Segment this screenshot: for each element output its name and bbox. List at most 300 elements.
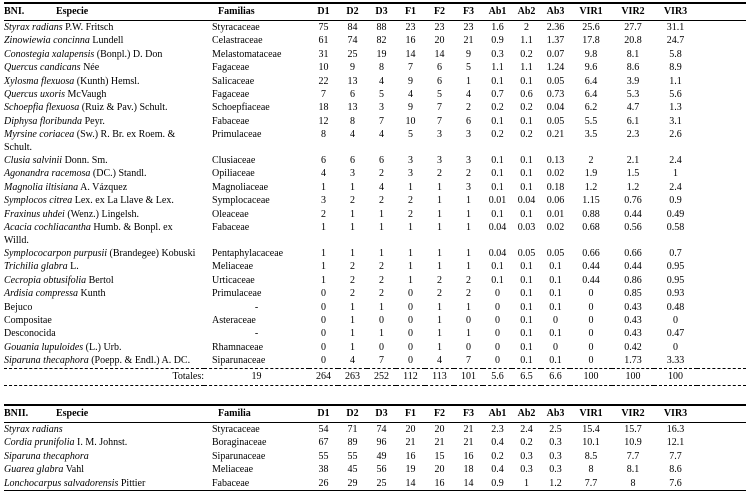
species-author: (Poepp. & Endl.) A. DC. — [91, 355, 191, 367]
family-cell: Styracaceae — [212, 423, 260, 435]
species-row — [4, 208, 746, 221]
value-cell: 1 — [408, 261, 413, 273]
family-cell: Opiliaceae — [212, 168, 255, 180]
value-cell: 6.4 — [584, 75, 598, 87]
species-cell — [4, 450, 204, 463]
spacer-cell — [697, 88, 746, 101]
value-cell: 4 — [408, 89, 413, 101]
value-cell: 3 — [408, 155, 413, 167]
value-cell: 0.2 — [491, 102, 504, 114]
value-cell: 1 — [437, 341, 442, 353]
value-cell: 0 — [588, 314, 594, 326]
totals-label: Totales: — [172, 370, 204, 382]
value-cell: 2 — [379, 168, 384, 180]
value-cell: 0.43 — [624, 301, 642, 313]
species-row — [4, 48, 746, 61]
value-cell: 4.7 — [626, 102, 640, 114]
value-cell: 2 — [437, 168, 442, 180]
species-author: Kunth — [80, 288, 106, 300]
value-cell: 0.7 — [491, 89, 504, 101]
value-cell: 3 — [408, 168, 413, 180]
value-cell: 1 — [437, 301, 442, 313]
value-cell: 0.1 — [549, 288, 562, 300]
value-cell: 2 — [379, 288, 384, 300]
value-cell: 0 — [321, 341, 326, 353]
value-cell: 0.13 — [546, 155, 565, 167]
value-cell: 9 — [408, 102, 413, 114]
species-name: Myrsine coriacea — [4, 129, 75, 141]
value-cell: 0 — [408, 341, 413, 353]
value-cell: 0 — [495, 355, 500, 367]
value-cell: 7 — [466, 355, 471, 367]
value-cell: 0.66 — [624, 247, 642, 259]
value-cell: 0.2 — [520, 437, 533, 449]
value-cell: 2.6 — [669, 129, 682, 141]
value-cell: 13 — [347, 75, 358, 87]
species-row — [4, 341, 746, 354]
value-cell: 14 — [434, 48, 445, 60]
value-cell: 0.43 — [624, 328, 642, 340]
species-name: Acacia cochliacantha — [4, 222, 91, 234]
value-cell: 0.1 — [520, 301, 533, 313]
value-cell: 25.6 — [582, 22, 600, 33]
value-cell: 1.5 — [626, 168, 640, 180]
value-cell: 2.4 — [669, 155, 682, 167]
value-cell: 1 — [321, 274, 326, 286]
species-cell — [4, 128, 204, 154]
value-cell: 1 — [350, 328, 355, 340]
total-value-cell: 100 — [583, 370, 599, 382]
value-cell: 1 — [350, 247, 355, 259]
value-cell: 0.04 — [488, 247, 507, 259]
value-cell: 15 — [434, 450, 445, 462]
family-cell: Fabaceae — [212, 477, 250, 489]
value-cell: 2 — [379, 261, 384, 273]
value-cell: 2 — [466, 274, 471, 286]
species-row — [4, 128, 746, 154]
species-cell — [4, 287, 204, 300]
value-cell: 0.2 — [520, 48, 533, 60]
value-cell: 3 — [466, 155, 471, 167]
value-cell: 8.1 — [626, 48, 640, 60]
species-cell — [4, 75, 204, 88]
total-value-cell: 100 — [668, 370, 683, 382]
spacer-cell — [697, 405, 746, 423]
value-cell: 45 — [347, 464, 358, 476]
value-cell: 0.42 — [624, 341, 642, 353]
family-cell: Urticaceae — [212, 274, 255, 286]
value-cell: 4 — [379, 129, 384, 141]
value-cell: 1 — [673, 168, 678, 180]
spacer-cell — [697, 274, 746, 287]
value-cell: 27.7 — [624, 22, 642, 33]
value-cell: 10 — [318, 62, 329, 74]
value-cell: 1.6 — [491, 22, 504, 33]
value-cell: 5.3 — [626, 89, 640, 101]
value-cell: 20.8 — [624, 35, 642, 47]
column-header-d3: D3 — [375, 407, 388, 419]
value-cell: 0 — [408, 355, 413, 367]
table2-species-header — [4, 405, 204, 423]
species-row — [4, 436, 746, 449]
value-cell: 0.1 — [491, 274, 504, 286]
value-cell: 2.3 — [491, 423, 504, 435]
value-cell: 71 — [347, 423, 358, 435]
value-cell: 2 — [350, 195, 355, 207]
value-cell: 38 — [318, 464, 329, 476]
species-name: Trichilia glabra — [4, 261, 68, 273]
value-cell: 14 — [405, 48, 416, 60]
value-cell: 0 — [466, 314, 471, 326]
total-value-cell: 6.6 — [549, 370, 562, 382]
family-cell: Styracaceae — [212, 22, 260, 33]
value-cell: 22 — [318, 75, 329, 87]
value-cell: 16 — [434, 477, 445, 489]
value-cell: 0.1 — [549, 355, 562, 367]
value-cell: 8.6 — [626, 62, 640, 74]
value-cell: 23 — [463, 22, 474, 33]
value-cell: 8 — [379, 62, 384, 74]
value-cell: 2.4 — [669, 181, 682, 193]
species-cell — [4, 167, 204, 180]
value-cell: 5 — [379, 89, 384, 101]
species-row — [4, 221, 746, 247]
value-cell: 0.04 — [546, 102, 565, 114]
species-row — [4, 21, 746, 35]
value-cell: 20 — [434, 35, 445, 47]
value-cell: 6.2 — [584, 102, 598, 114]
value-cell: 0.1 — [491, 115, 504, 127]
value-cell: 4 — [350, 355, 355, 367]
value-cell: 8.1 — [626, 464, 640, 476]
value-cell: 0 — [588, 288, 594, 300]
species-name: Lonchocarpus salvadorensis — [4, 477, 119, 489]
table1-species-label: Especie — [56, 6, 89, 17]
species-cell — [4, 274, 204, 287]
column-header-d1: D1 — [317, 407, 330, 419]
species-row — [4, 327, 746, 340]
value-cell: 1 — [379, 247, 384, 259]
value-cell: 1.37 — [546, 35, 565, 47]
value-cell: 89 — [347, 437, 358, 449]
species-cell — [4, 341, 204, 354]
value-cell: 0 — [408, 314, 413, 326]
species-name: Diphysa floribunda — [4, 115, 83, 127]
value-cell: 0.2 — [491, 129, 504, 141]
value-cell: 15.7 — [624, 423, 642, 435]
table2-species-label: Especie — [56, 407, 89, 419]
spacer-cell — [697, 463, 746, 476]
table1-id-label: BNI. — [4, 6, 25, 17]
value-cell: 2 — [466, 102, 471, 114]
value-cell: 0.4 — [491, 437, 504, 449]
value-cell: 0 — [588, 301, 594, 313]
value-cell: 7 — [408, 62, 413, 74]
family-cell: Siparunaceae — [212, 450, 266, 462]
species-author: Vahl — [65, 464, 85, 476]
value-cell: 0.21 — [546, 129, 565, 141]
value-cell: 0.2 — [520, 102, 533, 114]
species-row — [4, 260, 746, 273]
value-cell: 2 — [437, 288, 442, 300]
value-cell: 0.04 — [488, 222, 507, 234]
value-cell: 0.56 — [624, 222, 642, 234]
value-cell: 0 — [495, 288, 500, 300]
value-cell: 20 — [405, 423, 416, 435]
value-cell: 0.4 — [491, 464, 504, 476]
value-cell: 2 — [350, 261, 355, 273]
species-cell — [4, 48, 204, 61]
value-cell: 3 — [321, 195, 326, 207]
value-cell: 0.05 — [546, 115, 565, 127]
species-cell — [4, 327, 204, 340]
species-name: Styrax radians — [4, 423, 63, 435]
value-cell: 0.1 — [549, 328, 562, 340]
value-cell: 21 — [463, 35, 474, 47]
value-cell: 16 — [405, 35, 416, 47]
spacer-cell — [697, 247, 746, 260]
value-cell: 9 — [466, 48, 471, 60]
value-cell: 2 — [588, 155, 594, 167]
value-cell: 0.3 — [549, 464, 562, 476]
species-author: I. M. Johnst. — [76, 437, 128, 449]
species-author: (Brandegee) Kobuski — [109, 247, 196, 259]
value-cell: 0.6 — [520, 89, 533, 101]
spacer-cell — [697, 34, 746, 47]
value-cell: 7 — [379, 355, 384, 367]
value-cell: 1 — [437, 181, 442, 193]
value-cell: 1 — [437, 208, 442, 220]
value-cell: 0.1 — [520, 314, 533, 326]
column-header-vir2: VIR2 — [621, 6, 645, 17]
value-cell: 26 — [318, 477, 329, 489]
value-cell: 1.2 — [549, 477, 562, 489]
spacer-cell — [697, 115, 746, 128]
total-value-cell: 113 — [432, 370, 447, 382]
species-cell — [4, 88, 204, 101]
value-cell: 1.1 — [669, 75, 682, 87]
value-cell: 1 — [466, 75, 471, 87]
species-author: Compositae — [4, 314, 52, 326]
total-value-cell: 100 — [625, 370, 641, 382]
family-cell: Boraginaceae — [212, 437, 267, 449]
value-cell: 0 — [408, 288, 413, 300]
value-cell: 1 — [437, 222, 442, 234]
value-cell: 2.1 — [626, 155, 640, 167]
value-cell: 0.04 — [517, 195, 536, 207]
value-cell: 1.1 — [520, 35, 533, 47]
value-cell: 1 — [466, 261, 471, 273]
value-cell: 17.8 — [582, 35, 600, 47]
species-author: (Bonpl.) D. Don — [96, 48, 163, 60]
value-cell: 8 — [630, 477, 636, 489]
value-cell: 0 — [379, 341, 384, 353]
value-cell: 3 — [466, 181, 471, 193]
value-cell: 0.3 — [549, 437, 562, 449]
value-cell: 24.7 — [666, 35, 685, 47]
value-cell: 31.1 — [666, 22, 685, 33]
spacer-cell — [697, 314, 746, 327]
species-cell — [4, 463, 204, 476]
value-cell: 12.1 — [666, 437, 685, 449]
species-author: L. — [70, 261, 79, 273]
species-name: Clusia salvinii — [4, 155, 63, 167]
column-header-vir3: VIR3 — [663, 407, 688, 419]
value-cell: 1 — [379, 301, 384, 313]
value-cell: 0.01 — [488, 195, 507, 207]
value-cell: 0.07 — [546, 48, 565, 60]
value-cell: 2 — [408, 195, 413, 207]
value-cell: 1 — [524, 477, 529, 489]
value-cell: 0.9 — [669, 195, 682, 207]
value-cell: 1.15 — [582, 195, 600, 207]
species-row — [4, 75, 746, 88]
value-cell: 2.3 — [626, 129, 640, 141]
value-cell: 0.58 — [666, 222, 685, 234]
value-cell: 6 — [437, 75, 442, 87]
value-cell: 0.2 — [491, 450, 504, 462]
column-header-d3: D3 — [375, 6, 388, 17]
value-cell: 0 — [495, 341, 500, 353]
value-cell: 1.1 — [491, 62, 504, 74]
value-cell: 0 — [321, 355, 326, 367]
value-cell: 2 — [350, 288, 355, 300]
value-cell: 1 — [437, 261, 442, 273]
value-cell: 7.6 — [669, 477, 682, 489]
species-name: Zinowiewia concinna — [4, 35, 90, 47]
column-header-f3: F3 — [462, 407, 475, 419]
value-cell: 3 — [437, 129, 442, 141]
spacer-cell — [697, 181, 746, 194]
species-row — [4, 88, 746, 101]
column-header-ab3: Ab3 — [546, 407, 565, 419]
spacer-cell — [697, 48, 746, 61]
family-cell: Clusiaceae — [212, 155, 256, 167]
value-cell: 3 — [437, 155, 442, 167]
value-cell: 0.1 — [520, 274, 533, 286]
species-name: Siparuna thecaphora — [4, 355, 89, 367]
species-name: Agonandra racemosa — [4, 168, 91, 180]
value-cell: 2.36 — [546, 22, 565, 33]
value-cell: 2.4 — [520, 423, 533, 435]
value-cell: 0.01 — [546, 208, 565, 220]
spacer-cell — [697, 341, 746, 354]
spacer-cell — [697, 128, 746, 154]
family-cell: Salicaceae — [212, 75, 255, 87]
value-cell: 21 — [434, 437, 445, 449]
value-cell: 1 — [350, 341, 355, 353]
total-value-cell: 263 — [345, 370, 360, 382]
value-cell: 74 — [347, 35, 358, 47]
species-cell — [4, 208, 204, 221]
species-author: (Ruiz & Pav.) Schult. — [81, 102, 168, 114]
family-cell: - — [254, 301, 259, 313]
value-cell: 0.9 — [491, 477, 504, 489]
value-cell: 0.18 — [546, 181, 565, 193]
value-cell: 0 — [321, 288, 326, 300]
value-cell: 3.33 — [666, 355, 685, 367]
species-author: Bertol — [88, 274, 114, 286]
value-cell: 0.05 — [517, 247, 536, 259]
value-cell: 1 — [379, 328, 384, 340]
value-cell: 0.1 — [520, 155, 533, 167]
value-cell: 1.2 — [626, 181, 640, 193]
value-cell: 9 — [350, 62, 355, 74]
value-cell: 4 — [437, 355, 442, 367]
value-cell: 4 — [350, 129, 355, 141]
value-cell: 10 — [405, 115, 416, 127]
value-cell: 7.7 — [584, 477, 598, 489]
value-cell: 0.44 — [582, 274, 600, 286]
value-cell: 0.1 — [491, 155, 504, 167]
family-cell: Fabaceae — [212, 222, 250, 234]
value-cell: 1 — [466, 195, 471, 207]
value-cell: 2 — [379, 195, 384, 207]
species-name: Xylosma flexuosa — [4, 75, 75, 87]
family-cell: Symplocaceae — [212, 195, 270, 207]
value-cell: 1 — [321, 222, 326, 234]
value-cell: 88 — [376, 22, 387, 33]
spacer-cell — [697, 287, 746, 300]
value-cell: 15.4 — [582, 423, 600, 435]
value-cell: 0.93 — [666, 288, 685, 300]
species-row — [4, 247, 746, 260]
spacer-cell — [697, 450, 746, 463]
spacer-cell — [697, 167, 746, 180]
column-header-vir3: VIR3 — [663, 6, 688, 17]
value-cell: 82 — [376, 35, 387, 47]
species-row — [4, 301, 746, 314]
spacer-cell — [697, 422, 746, 436]
species-author: Née — [83, 62, 100, 74]
family-cell: Primulaceae — [212, 288, 262, 300]
species-cell — [4, 194, 204, 207]
value-cell: 0 — [673, 341, 678, 353]
value-cell: 1 — [466, 222, 471, 234]
value-cell: 1.2 — [584, 181, 598, 193]
value-cell: 0.1 — [491, 208, 504, 220]
value-cell: 14 — [463, 477, 474, 489]
species-name: Symplocos citrea — [4, 195, 73, 207]
value-cell: 55 — [347, 450, 358, 462]
species-author: Desconocida — [4, 328, 56, 340]
value-cell: 2 — [466, 288, 471, 300]
value-cell: 3.1 — [669, 115, 682, 127]
value-cell: 29 — [347, 477, 358, 489]
value-cell: 20 — [434, 423, 445, 435]
value-cell: 1.1 — [520, 62, 533, 74]
value-cell: 1 — [350, 314, 355, 326]
value-cell: 1 — [466, 247, 471, 259]
species-cell — [4, 34, 204, 47]
species-name: Cecropia obtusifolia — [4, 274, 87, 286]
species-name: Magnolia iltisiana — [4, 181, 79, 193]
value-cell: 0.49 — [666, 208, 685, 220]
value-cell: 2 — [321, 208, 326, 220]
value-cell: 2 — [379, 274, 384, 286]
value-cell: 7.7 — [626, 450, 640, 462]
family-cell: Fabaceae — [212, 115, 250, 127]
family-cell: Celastraceae — [212, 35, 263, 47]
value-cell: 1 — [350, 181, 355, 193]
species-row — [4, 154, 746, 167]
species-name: Schoepfia flexuosa — [4, 102, 80, 114]
family-cell: Fagaceae — [212, 62, 250, 74]
species-row — [4, 274, 746, 287]
value-cell: 1 — [350, 222, 355, 234]
table2-family-header: Familia — [218, 407, 251, 419]
value-cell: 0.3 — [549, 450, 562, 462]
